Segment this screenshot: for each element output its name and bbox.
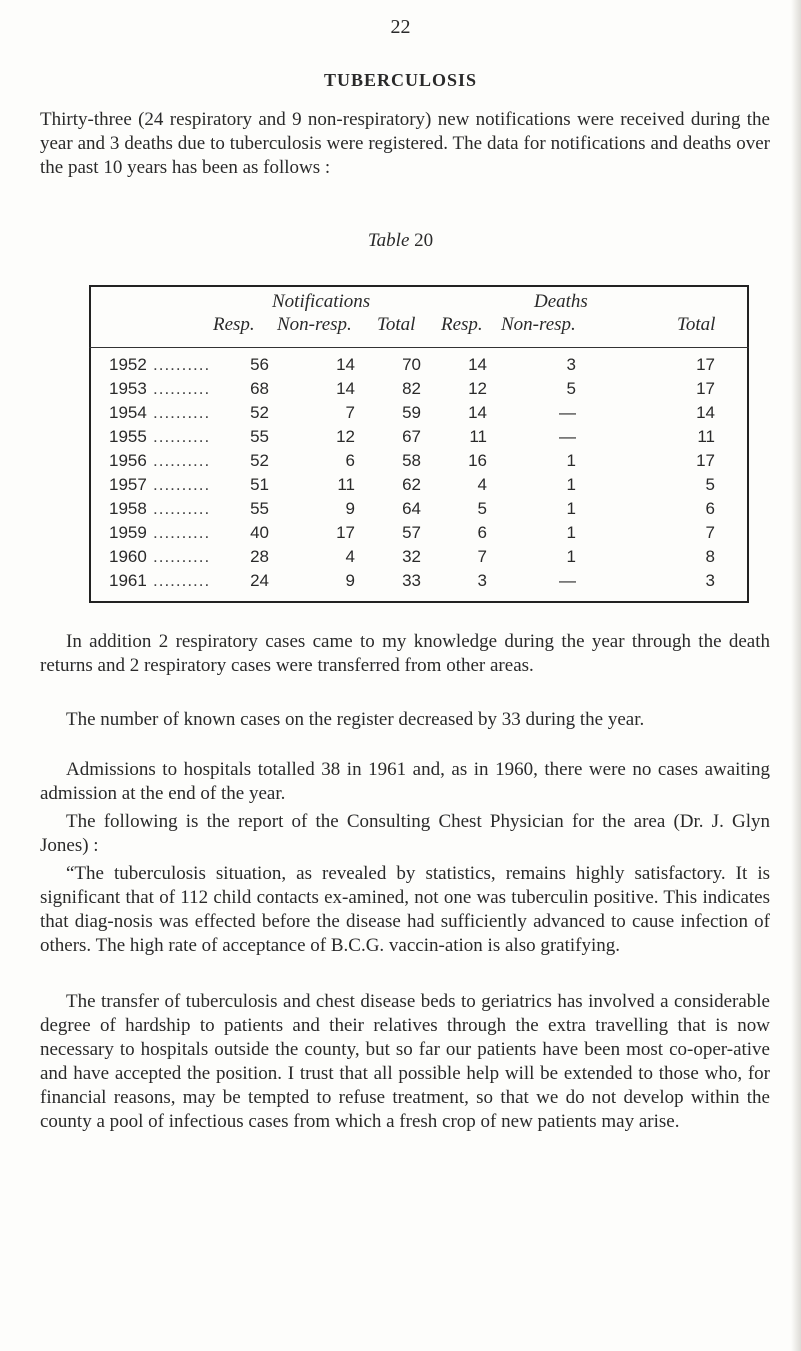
paragraph-admissions: Admissions to hospitals totalled 38 in 1961 and, as in 1960, there were no cases awaiting admission at the end of the year. bbox=[40, 759, 770, 804]
cell-notif-total: 82 bbox=[402, 379, 421, 398]
section-heading: TUBERCULOSIS bbox=[323, 70, 478, 90]
cell-year: 1958 bbox=[109, 499, 147, 518]
cell-deaths-nonresp: 5 bbox=[566, 379, 576, 398]
cell-deaths-resp: 14 bbox=[468, 403, 487, 422]
cell-deaths-nonresp: 1 bbox=[566, 523, 576, 542]
leader-dots: .......... bbox=[153, 571, 211, 590]
table-row-1955 bbox=[89, 427, 749, 449]
cell-deaths-nonresp: 1 bbox=[566, 451, 576, 470]
cell-year: 1955 bbox=[109, 427, 147, 446]
leader-dots: .......... bbox=[153, 475, 211, 494]
leader-dots: .......... bbox=[153, 523, 211, 542]
table-row-1953 bbox=[89, 379, 749, 401]
table-top-rule bbox=[89, 285, 749, 287]
table-row-1960 bbox=[89, 547, 749, 569]
cell-notif-resp: 55 bbox=[250, 427, 269, 446]
cell-notif-total: 57 bbox=[402, 523, 421, 542]
table-row-1954 bbox=[89, 403, 749, 425]
cell-notif-resp: 68 bbox=[250, 379, 269, 398]
paragraph-additional-cases: In addition 2 respiratory cases came to my knowledge during the year through the death returns and 2 respiratory cases were transferred from other areas. bbox=[40, 631, 770, 676]
leader-dots: .......... bbox=[153, 403, 211, 422]
paragraph-physician-report: “The tuberculosis situation, as revealed by statistics, remains highly satisfactory. It is significant that of 112 child contacts ex-amined, not one was tuberculin positive. This indicates that diag-nosis was effected before the disease had sufficiently advanced to cause infection of others. The high rate of acceptance of B.C.G. vaccin-ation is also gratifying. bbox=[40, 863, 770, 956]
group-header-notifications: Notifications bbox=[272, 291, 371, 312]
table-caption-number: 20 bbox=[414, 230, 434, 251]
cell-deaths-resp: 3 bbox=[477, 571, 487, 590]
cell-deaths-total: 7 bbox=[705, 523, 715, 542]
group-header-deaths: Deaths bbox=[534, 291, 588, 312]
leader-dots: .......... bbox=[153, 451, 211, 470]
cell-deaths-total: 14 bbox=[696, 403, 715, 422]
table-row-1961 bbox=[89, 571, 749, 593]
cell-deaths-resp: 7 bbox=[477, 547, 487, 566]
cell-deaths-nonresp: — bbox=[559, 427, 576, 446]
cell-year: 1952 bbox=[109, 355, 147, 374]
leader-dots: .......... bbox=[153, 427, 211, 446]
cell-year: 1961 bbox=[109, 571, 147, 590]
cell-notif-nonresp: 4 bbox=[345, 547, 355, 566]
cell-notif-nonresp: 14 bbox=[336, 355, 355, 374]
cell-notif-total: 62 bbox=[402, 475, 421, 494]
paragraph-beds-transfer: The transfer of tuberculosis and chest disease beds to geriatrics has involved a considerable degree of hardship to patients and their relatives through the extra travelling that is now necessary to hospitals outside the county, but so far our patients have been most co-oper-ative and have accepted the position. I trust that all possible help will be extended to those who, for financial reasons, may be tempted to refuse treatment, so that we do not develop within the county a pool of infectious cases from which a fresh crop of new patients may arise. bbox=[40, 991, 770, 1132]
table-header-rule bbox=[89, 347, 749, 348]
cell-deaths-total: 17 bbox=[696, 451, 715, 470]
notifications-deaths-table bbox=[89, 285, 749, 603]
cell-year: 1957 bbox=[109, 475, 147, 494]
table-caption bbox=[0, 230, 801, 252]
table-row-1957 bbox=[89, 475, 749, 497]
cell-deaths-total: 17 bbox=[696, 355, 715, 374]
page-edge-shadow bbox=[791, 0, 801, 1351]
cell-deaths-nonresp: 1 bbox=[566, 547, 576, 566]
table-row-1959 bbox=[89, 523, 749, 545]
cell-notif-total: 32 bbox=[402, 547, 421, 566]
cell-deaths-nonresp: — bbox=[559, 403, 576, 422]
cell-notif-total: 58 bbox=[402, 451, 421, 470]
cell-notif-nonresp: 9 bbox=[345, 571, 355, 590]
cell-deaths-total: 8 bbox=[705, 547, 715, 566]
cell-notif-resp: 40 bbox=[250, 523, 269, 542]
col-header-notif-resp: Resp. bbox=[213, 314, 255, 335]
cell-deaths-total: 17 bbox=[696, 379, 715, 398]
cell-deaths-nonresp: 1 bbox=[566, 475, 576, 494]
table-bottom-rule bbox=[89, 601, 749, 603]
col-header-notif-total: Total bbox=[377, 314, 416, 335]
cell-notif-total: 59 bbox=[402, 403, 421, 422]
cell-deaths-resp: 11 bbox=[469, 427, 487, 446]
cell-deaths-nonresp: 1 bbox=[566, 499, 576, 518]
table-caption-word: Table bbox=[367, 230, 410, 251]
intro-paragraph: Thirty-three (24 respiratory and 9 non-respiratory) new notifications were received during the year and 3 deaths due to tuberculosis were registered. The data for notifications and deaths over the past 10 years has been as follows : bbox=[40, 109, 770, 178]
cell-notif-resp: 52 bbox=[250, 403, 269, 422]
cell-notif-resp: 28 bbox=[250, 547, 269, 566]
cell-deaths-nonresp: 3 bbox=[566, 355, 576, 374]
cell-notif-nonresp: 12 bbox=[336, 427, 355, 446]
cell-notif-nonresp: 7 bbox=[345, 403, 355, 422]
col-header-deaths-total: Total bbox=[677, 314, 716, 335]
cell-notif-resp: 51 bbox=[250, 475, 269, 494]
cell-deaths-resp: 4 bbox=[477, 475, 487, 494]
col-header-deaths-resp: Resp. bbox=[441, 314, 483, 335]
col-header-deaths-nonresp: Non-resp. bbox=[501, 314, 576, 335]
cell-year: 1954 bbox=[109, 403, 147, 422]
paragraph-register: The number of known cases on the register decreased by 33 during the year. bbox=[66, 709, 645, 730]
cell-year: 1953 bbox=[109, 379, 147, 398]
col-header-notif-nonresp: Non-resp. bbox=[277, 314, 352, 335]
cell-deaths-total: 5 bbox=[705, 475, 715, 494]
cell-notif-nonresp: 9 bbox=[345, 499, 355, 518]
cell-year: 1960 bbox=[109, 547, 147, 566]
cell-notif-total: 67 bbox=[402, 427, 421, 446]
leader-dots: .......... bbox=[153, 547, 211, 566]
cell-notif-resp: 55 bbox=[250, 499, 269, 518]
cell-notif-total: 33 bbox=[402, 571, 421, 590]
cell-notif-resp: 56 bbox=[250, 355, 269, 374]
leader-dots: .......... bbox=[153, 379, 211, 398]
cell-notif-total: 64 bbox=[402, 499, 421, 518]
cell-deaths-total: 3 bbox=[705, 571, 715, 590]
cell-deaths-resp: 5 bbox=[477, 499, 487, 518]
cell-notif-nonresp: 6 bbox=[345, 451, 355, 470]
cell-deaths-resp: 6 bbox=[477, 523, 487, 542]
cell-notif-nonresp: 17 bbox=[336, 523, 355, 542]
cell-deaths-resp: 16 bbox=[468, 451, 487, 470]
cell-notif-resp: 52 bbox=[250, 451, 269, 470]
cell-year: 1956 bbox=[109, 451, 147, 470]
cell-year: 1959 bbox=[109, 523, 147, 542]
table-row-1956 bbox=[89, 451, 749, 473]
leader-dots: .......... bbox=[153, 499, 211, 518]
cell-deaths-total: 6 bbox=[705, 499, 715, 518]
page-number: 22 bbox=[390, 16, 411, 38]
cell-notif-resp: 24 bbox=[250, 571, 269, 590]
cell-notif-nonresp: 11 bbox=[337, 475, 355, 494]
cell-deaths-total: 11 bbox=[697, 427, 715, 446]
cell-deaths-resp: 14 bbox=[468, 355, 487, 374]
cell-notif-total: 70 bbox=[402, 355, 421, 374]
paragraph-report-intro: The following is the report of the Consulting Chest Physician for the area (Dr. J. Glyn Jones) : bbox=[40, 811, 770, 856]
cell-deaths-nonresp: — bbox=[559, 571, 576, 590]
table-row-1958 bbox=[89, 499, 749, 521]
table-row-1952 bbox=[89, 355, 749, 377]
leader-dots: .......... bbox=[153, 355, 211, 374]
cell-deaths-resp: 12 bbox=[468, 379, 487, 398]
cell-notif-nonresp: 14 bbox=[336, 379, 355, 398]
